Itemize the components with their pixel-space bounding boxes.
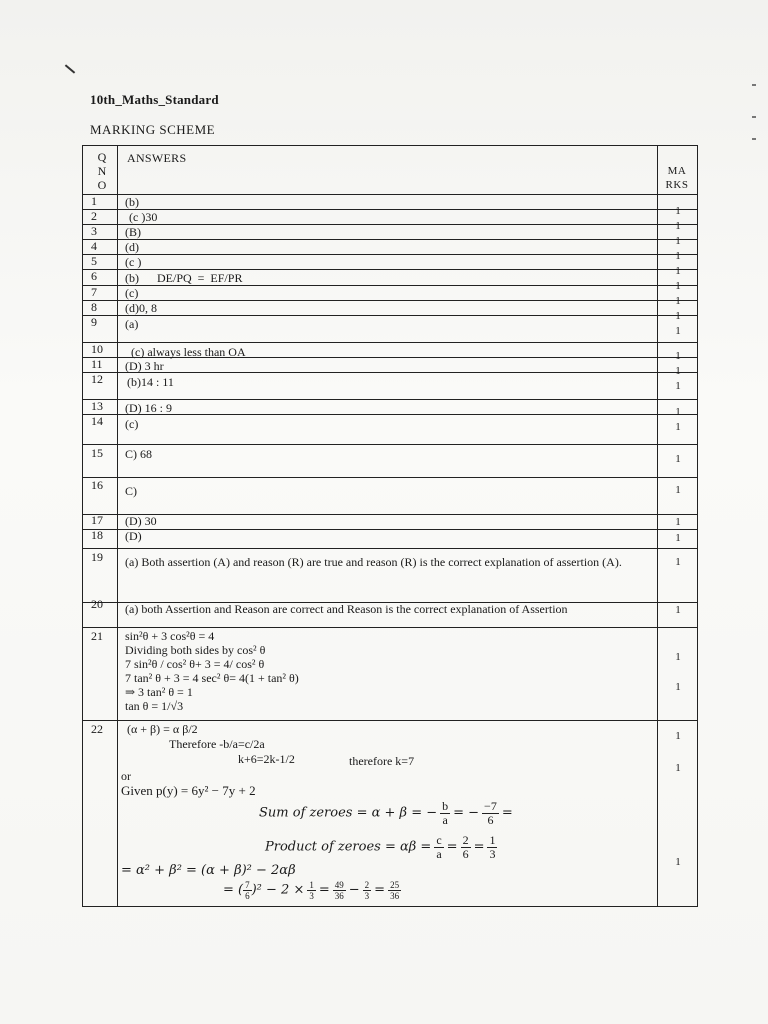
marks-value: 1 <box>675 730 681 742</box>
header-marks: MA RKS <box>665 165 689 191</box>
question-number: 13 <box>91 399 103 413</box>
document-subtitle: MARKING SCHEME <box>90 122 216 137</box>
marks-value: 1 <box>675 310 681 322</box>
answer-text: (D) <box>125 529 142 543</box>
question-number: 8 <box>91 300 97 314</box>
marks-value: 1 <box>675 350 681 362</box>
solution-line: tan θ = 1/√3 <box>125 699 184 713</box>
question-number: 1 <box>91 194 97 208</box>
answer-text: (b) <box>125 195 139 209</box>
question-number: 6 <box>91 269 97 283</box>
solution-line: sin²θ + 3 cos²θ = 4 <box>125 629 215 643</box>
document-title: 10th_Maths_Standard <box>90 92 219 107</box>
answer-text: (B) <box>125 225 141 239</box>
header-answers: ANSWERS <box>127 151 187 165</box>
answer-text: Given p(y) = 6y² − 7y + 2 <box>121 783 256 798</box>
row-divider <box>83 548 697 549</box>
answer-text: (d)0, 8 <box>125 301 157 315</box>
solution-line: 7 sin²θ / cos² θ+ 3 = 4/ cos² θ <box>125 657 265 671</box>
marks-value: 1 <box>675 325 681 337</box>
edge-mark <box>752 84 756 86</box>
marks-value: 1 <box>675 365 681 377</box>
answer-text: (D) 16 : 9 <box>125 401 172 415</box>
solution-line: ⇒ 3 tan² θ = 1 <box>125 685 193 699</box>
answer-text <box>125 629 659 713</box>
question-number: 2 <box>91 209 97 223</box>
answer-text: (a) both Assertion and Reason are correct and Reason is the correct explanation of Assertion <box>125 602 568 616</box>
identity-line: = α² + β² = (α + β)² − 2αβ <box>121 863 296 878</box>
question-number: 15 <box>91 446 103 460</box>
answer-text: k+6=2k-1/2 <box>238 752 295 766</box>
marks-value: 1 <box>675 453 681 465</box>
answer-text: (b) DE/PQ = EF/PR <box>125 271 243 285</box>
row-divider <box>83 444 697 445</box>
marks-value: 1 <box>675 762 681 774</box>
question-number: 17 <box>91 513 103 527</box>
question-number: 4 <box>91 239 97 253</box>
question-number: 3 <box>91 224 97 238</box>
question-number: 22 <box>91 722 103 736</box>
solution-line: Dividing both sides by cos² θ <box>125 643 266 657</box>
answer-text: (D) 3 hr <box>125 359 164 373</box>
marking-scheme-table <box>82 145 698 907</box>
product-of-zeroes: Product of zeroes = αβ = $\frac{c}{a}$ = $\frac{2}{6}$ = $\frac{1}{3}$ <box>265 833 496 861</box>
marks-value: 1 <box>675 484 681 496</box>
edge-mark <box>752 116 756 118</box>
answer-text: C) <box>125 484 137 498</box>
question-number: 14 <box>91 414 103 428</box>
answer-text: (c) always less than OA <box>131 345 246 359</box>
marks-value: 1 <box>675 556 681 568</box>
answer-text: (c ) <box>125 255 142 269</box>
question-number: 7 <box>91 285 97 299</box>
header-qno: Q N O <box>97 150 107 192</box>
answer-text: (c )30 <box>129 210 158 224</box>
evaluation-line: = ( $\frac{7}{6}$ )² − 2 × $\frac{1}{3}$ = $\frac{49}{36}$ − $\frac{2}{3}$ = $\frac{25}{36}$ <box>223 880 400 901</box>
sum-of-zeroes: Sum of zeroes = α + β = − $\frac{b}{a}$ = − $\frac{-7}{6}$ = <box>259 799 513 827</box>
marks-value: 1 <box>675 651 681 663</box>
marks-value: 1 <box>675 235 681 247</box>
question-number: 11 <box>91 357 103 371</box>
row-divider <box>83 269 697 270</box>
question-number: 5 <box>91 254 97 268</box>
scan-mark <box>65 64 75 73</box>
answer-text: therefore k=7 <box>349 754 415 768</box>
marks-value: 1 <box>675 516 681 528</box>
marks-value: 1 <box>675 265 681 277</box>
row-divider <box>83 720 697 721</box>
question-number: 20 <box>91 597 103 611</box>
marks-value: 1 <box>675 250 681 262</box>
answer-text: Therefore -b/a=c/2a <box>169 737 265 751</box>
question-number: 21 <box>91 629 103 643</box>
marks-value: 1 <box>675 421 681 433</box>
solution-line: 7 tan² θ + 3 = 4 sec² θ= 4(1 + tan² θ) <box>125 671 299 685</box>
row-divider <box>83 627 697 628</box>
row-divider <box>83 477 697 478</box>
marks-value: 1 <box>675 856 681 868</box>
question-number: 18 <box>91 528 103 542</box>
answer-text: (d) <box>125 240 139 254</box>
answer-text: (c) <box>125 417 139 431</box>
question-number: 9 <box>91 315 97 329</box>
marks-value: 1 <box>675 406 681 418</box>
answer-text: (a) <box>125 317 139 331</box>
answer-text: (c) <box>125 286 139 300</box>
answer-text: (α + β) = α β/2 <box>127 722 198 736</box>
marks-value: 1 <box>675 604 681 616</box>
question-number: 10 <box>91 342 103 356</box>
question-number: 16 <box>91 478 103 492</box>
answer-text: C) 68 <box>125 447 152 461</box>
marks-value: 1 <box>675 380 681 392</box>
marks-value: 1 <box>675 205 681 217</box>
answer-text: (D) 30 <box>125 514 157 528</box>
row-divider <box>83 315 697 316</box>
marks-value: 1 <box>675 220 681 232</box>
answer-text: (b)14 : 11 <box>127 375 174 389</box>
answer-text: or <box>121 769 131 783</box>
question-number: 19 <box>91 550 103 564</box>
edge-mark <box>752 138 756 140</box>
question-number: 12 <box>91 372 103 386</box>
marks-value: 1 <box>675 681 681 693</box>
marks-value: 1 <box>675 295 681 307</box>
marks-value: 1 <box>675 532 681 544</box>
answer-text: (a) Both assertion (A) and reason (R) are true and reason (R) is the correct explanation of assertion (A). <box>125 555 622 569</box>
row-divider <box>83 342 697 343</box>
marks-value: 1 <box>675 280 681 292</box>
row-divider <box>83 399 697 400</box>
